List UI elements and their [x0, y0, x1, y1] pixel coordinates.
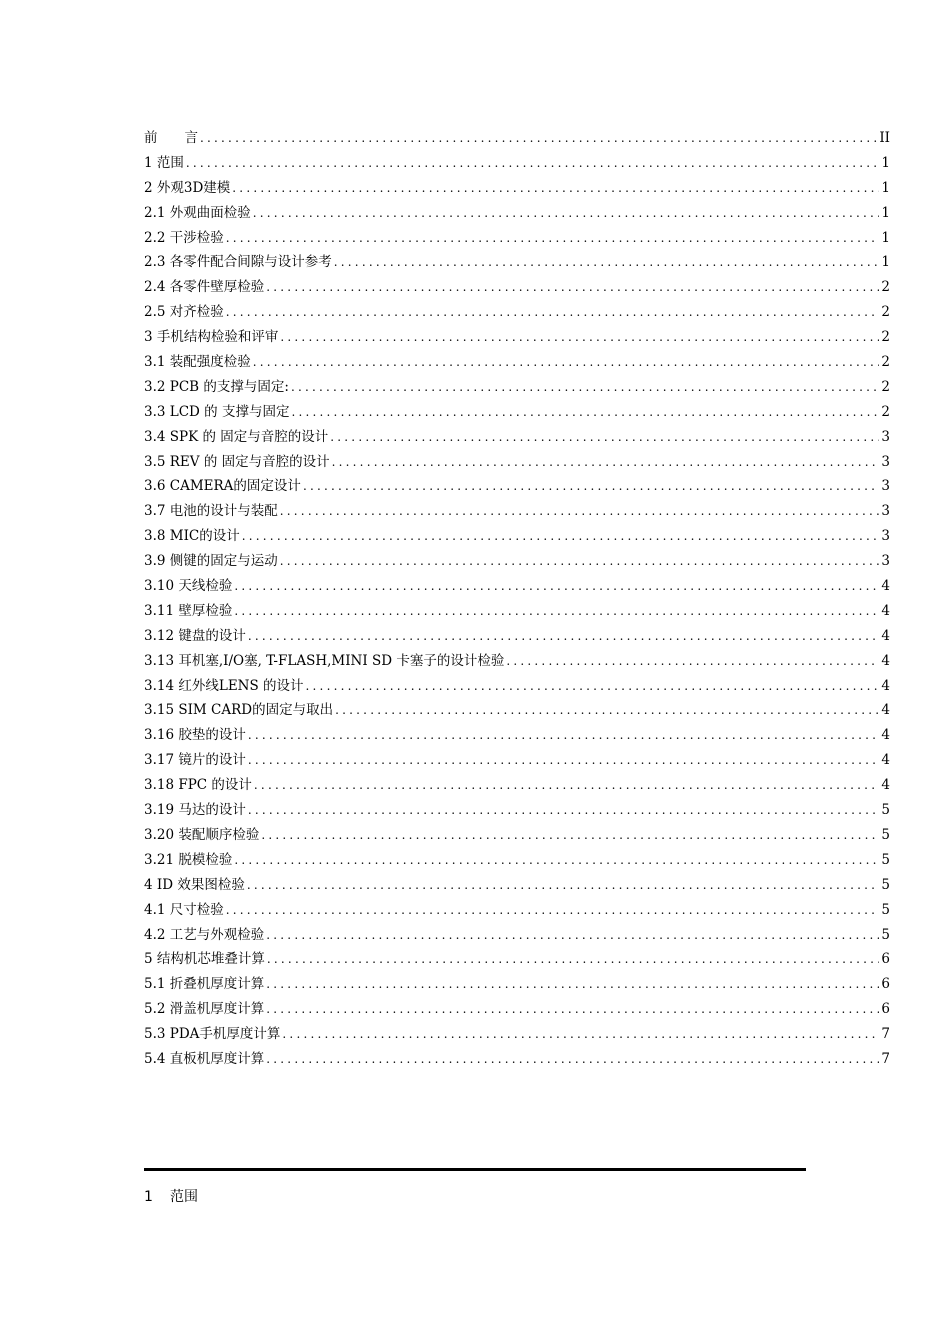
toc-entry-label: 3.15 SIM CARD的固定与取出: [144, 702, 334, 719]
toc-entry[interactable]: [144, 624, 890, 649]
toc-entry[interactable]: [144, 549, 890, 574]
toc-leader-dots: [332, 450, 880, 475]
toc-entry-page: 6: [881, 976, 890, 993]
toc-entry-label: 2.3 各零件配合间隙与设计参考: [144, 254, 332, 271]
toc-entry-page: 4: [881, 752, 890, 769]
toc-entry-label: 3.16 胶垫的设计: [144, 727, 246, 744]
toc-entry-label: 3.7 电池的设计与装配: [144, 503, 278, 520]
toc-entry-page: 2: [881, 403, 890, 420]
toc-entry-page: 1: [881, 154, 890, 171]
toc-leader-dots: [253, 201, 880, 226]
toc-entry-label: 2.5 对齐检验: [144, 304, 224, 321]
section-divider: [144, 1168, 806, 1171]
toc-entry[interactable]: [144, 848, 890, 873]
toc-entry-label: 3.14 红外线LENS 的设计: [144, 677, 304, 694]
toc-entry[interactable]: [144, 773, 890, 798]
toc-entry[interactable]: [144, 226, 890, 251]
toc-entry[interactable]: [144, 499, 890, 524]
toc-entry-label: 3.9 侧键的固定与运动: [144, 553, 278, 570]
toc-entry-page: 6: [881, 951, 890, 968]
toc-entry-label: 5.1 折叠机厚度计算: [144, 976, 265, 993]
toc-entry-page: 5: [881, 851, 890, 868]
toc-entry[interactable]: [144, 425, 890, 450]
toc-entry[interactable]: [144, 450, 890, 475]
toc-entry-label: 3.13 耳机塞,I/O塞, T-FLASH,MINI SD 卡塞子的设计检验: [144, 652, 505, 669]
toc-leader-dots: [280, 549, 880, 574]
toc-entry[interactable]: [144, 798, 890, 823]
toc-entry-page: 7: [881, 1026, 890, 1043]
toc-entry-label: 4.2 工艺与外观检验: [144, 926, 265, 943]
toc-entry-page: 3: [881, 503, 890, 520]
toc-leader-dots: [247, 873, 880, 898]
toc-entry-page: 2: [881, 354, 890, 371]
toc-entry-page: 1: [881, 229, 890, 246]
toc-entry[interactable]: [144, 1022, 890, 1047]
toc-entry[interactable]: [144, 698, 890, 723]
toc-leader-dots: [266, 275, 879, 300]
toc-entry-label: 3.17 镜片的设计: [144, 752, 246, 769]
toc-leader-dots: [335, 698, 879, 723]
toc-leader-dots: [232, 176, 879, 201]
toc-entry[interactable]: [144, 524, 890, 549]
toc-entry-label: 5.4 直板机厚度计算: [144, 1050, 265, 1067]
toc-entry[interactable]: [144, 400, 890, 425]
toc-entry-label: 前 言: [144, 130, 198, 146]
toc-entry-label: 3.4 SPK 的 固定与音腔的设计: [144, 428, 329, 445]
toc-entry-label: 3.1 装配强度检验: [144, 354, 251, 371]
toc-entry-page: 5: [881, 826, 890, 843]
toc-entry-page: 5: [881, 802, 890, 819]
toc-leader-dots: [266, 1047, 879, 1072]
toc-entry-page: 4: [881, 627, 890, 644]
toc-entry[interactable]: [144, 947, 890, 972]
toc-entry-label: 3.2 PCB 的支撑与固定:: [144, 378, 289, 395]
toc-entry-label: 3.3 LCD 的 支撑与固定: [144, 403, 290, 420]
toc-entry-label: 5 结构机芯堆叠计算: [144, 951, 265, 968]
toc-entry-label: 2.1 外观曲面检验: [144, 204, 251, 221]
toc-entry-label: 4.1 尺寸检验: [144, 901, 224, 918]
toc-leader-dots: [291, 375, 879, 400]
toc-entry[interactable]: [144, 325, 890, 350]
toc-leader-dots: [248, 748, 880, 773]
toc-entry-label: 3.11 壁厚检验: [144, 602, 233, 619]
toc-leader-dots: [303, 474, 879, 499]
toc-leader-dots: [242, 524, 880, 549]
toc-entry[interactable]: [144, 250, 890, 275]
toc-leader-dots: [253, 350, 880, 375]
toc-entry-page: 3: [881, 478, 890, 495]
toc-entry-page: 6: [881, 1001, 890, 1018]
toc-entry-page: 4: [881, 602, 890, 619]
toc-entry-page: 1: [881, 204, 890, 221]
toc-leader-dots: [248, 624, 880, 649]
toc-entry[interactable]: [144, 823, 890, 848]
toc-leader-dots: [330, 425, 879, 450]
toc-leader-dots: [248, 723, 880, 748]
toc-entry[interactable]: [144, 474, 890, 499]
toc-leader-dots: [248, 798, 880, 823]
toc-entry-label: 5.2 滑盖机厚度计算: [144, 1001, 265, 1018]
toc-entry[interactable]: [144, 873, 890, 898]
toc-entry-page: 2: [881, 279, 890, 296]
toc-entry-page: 3: [881, 428, 890, 445]
toc-entry-label: 5.3 PDA手机厚度计算: [144, 1026, 281, 1043]
toc-entry-page: 3: [881, 528, 890, 545]
toc-entry-page: 3: [881, 553, 890, 570]
toc-leader-dots: [266, 972, 879, 997]
toc-entry[interactable]: [144, 275, 890, 300]
toc-leader-dots: [226, 300, 880, 325]
toc-entry-page: 5: [881, 876, 890, 893]
toc-leader-dots: [334, 250, 880, 275]
toc-entry[interactable]: [144, 748, 890, 773]
toc-leader-dots: [254, 773, 879, 798]
toc-entry-page: 5: [881, 926, 890, 943]
section-number: 1: [144, 1189, 153, 1205]
toc-entry[interactable]: [144, 649, 890, 674]
toc-leader-dots: [506, 649, 879, 674]
toc-leader-dots: [266, 923, 879, 948]
section-title: 范围: [170, 1189, 198, 1205]
toc-entry[interactable]: [144, 723, 890, 748]
toc-leader-dots: [291, 400, 879, 425]
toc-entry-page: 4: [881, 677, 890, 694]
toc-entry[interactable]: [144, 1047, 890, 1072]
toc-leader-dots: [234, 599, 879, 624]
toc-entry-page: II: [879, 130, 890, 146]
toc-entry-label: 3.5 REV 的 固定与音腔的设计: [144, 453, 330, 470]
toc-entry-label: 3.19 马达的设计: [144, 802, 246, 819]
toc-entry[interactable]: [144, 674, 890, 699]
toc-entry[interactable]: [144, 126, 890, 151]
toc-leader-dots: [306, 674, 880, 699]
section-heading: [144, 1187, 198, 1207]
toc-entry-page: 4: [881, 777, 890, 794]
table-of-contents: [144, 126, 890, 1072]
toc-entry-page: 1: [881, 179, 890, 196]
toc-entry-label: 3.21 脱模检验: [144, 851, 233, 868]
toc-entry-page: 2: [881, 304, 890, 321]
toc-leader-dots: [280, 499, 880, 524]
toc-entry-label: 4 ID 效果图检验: [144, 876, 245, 893]
toc-leader-dots: [261, 823, 879, 848]
toc-leader-dots: [186, 151, 880, 176]
toc-entry-page: 2: [881, 329, 890, 346]
toc-entry-label: 3.6 CAMERA的固定设计: [144, 478, 301, 495]
toc-entry[interactable]: [144, 997, 890, 1022]
toc-entry[interactable]: [144, 972, 890, 997]
toc-entry-label: 3.8 MIC的设计: [144, 528, 240, 545]
toc-leader-dots: [226, 226, 880, 251]
toc-leader-dots: [234, 574, 879, 599]
toc-entry[interactable]: [144, 151, 890, 176]
toc-entry-label: 3.20 装配顺序检验: [144, 826, 260, 843]
toc-entry[interactable]: [144, 350, 890, 375]
toc-entry-page: 2: [881, 378, 890, 395]
toc-entry[interactable]: [144, 176, 890, 201]
toc-entry-label: 2.4 各零件壁厚检验: [144, 279, 265, 296]
toc-entry-page: 7: [881, 1050, 890, 1067]
toc-leader-dots: [267, 947, 880, 972]
toc-leader-dots: [234, 848, 879, 873]
toc-entry[interactable]: [144, 574, 890, 599]
toc-entry[interactable]: [144, 375, 890, 400]
toc-entry-page: 3: [881, 453, 890, 470]
toc-entry[interactable]: [144, 599, 890, 624]
toc-entry-label: 3.10 天线检验: [144, 578, 233, 595]
toc-leader-dots: [280, 325, 879, 350]
toc-entry-page: 4: [881, 702, 890, 719]
toc-entry-page: 4: [881, 727, 890, 744]
toc-entry[interactable]: [144, 201, 890, 226]
toc-leader-dots: [266, 997, 879, 1022]
toc-entry[interactable]: [144, 300, 890, 325]
toc-leader-dots: [226, 898, 880, 923]
toc-entry-label: 2 外观3D建模: [144, 179, 231, 196]
toc-entry-label: 3 手机结构检验和评审: [144, 329, 279, 346]
toc-entry-label: 3.18 FPC 的设计: [144, 777, 252, 794]
toc-entry-label: 1 范围: [144, 154, 184, 171]
toc-entry-page: 4: [881, 652, 890, 669]
toc-entry-page: 1: [881, 254, 890, 271]
toc-entry[interactable]: [144, 923, 890, 948]
toc-leader-dots: [200, 126, 877, 151]
toc-entry-page: 4: [881, 578, 890, 595]
toc-entry-label: 2.2 干涉检验: [144, 229, 224, 246]
toc-leader-dots: [282, 1022, 879, 1047]
toc-entry[interactable]: [144, 898, 890, 923]
toc-entry-page: 5: [881, 901, 890, 918]
toc-entry-label: 3.12 键盘的设计: [144, 627, 246, 644]
